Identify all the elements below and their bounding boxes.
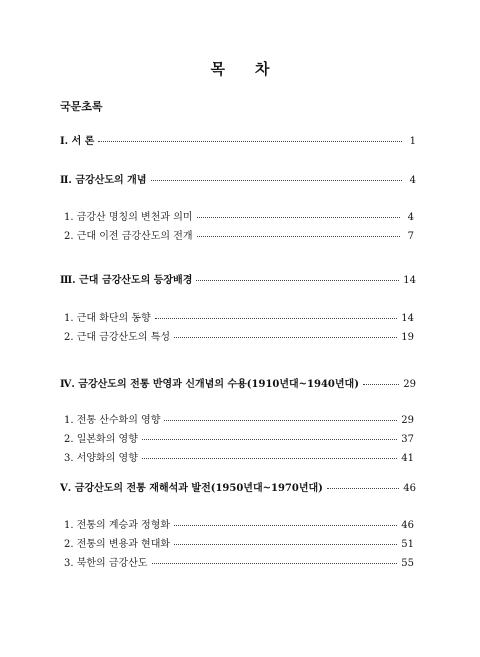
toc-entry-label: 2. 일본화의 영향 — [64, 434, 138, 445]
toc-entry-label: 3. 북한의 금강산도 — [64, 558, 148, 569]
dot-leader — [174, 337, 397, 338]
toc-section-row — [64, 554, 414, 569]
toc-entry-label: Ⅲ. 근대 금강산도의 등장배경 — [60, 275, 193, 286]
title-right: 차 — [255, 60, 270, 78]
toc-page-number: 14 — [401, 313, 414, 324]
dot-leader — [363, 384, 399, 385]
dot-leader — [98, 141, 402, 142]
dot-leader — [155, 318, 398, 319]
title-left: 목 — [210, 60, 225, 78]
toc-chapter-row — [60, 271, 416, 286]
dot-leader — [196, 280, 399, 281]
dot-leader — [142, 458, 397, 459]
abstract-heading: 국문초록 — [60, 100, 103, 113]
toc-page-number: 29 — [403, 379, 416, 390]
toc-entry-label: 1. 전통 산수화의 영향 — [64, 415, 161, 426]
toc-page-number: 4 — [407, 212, 414, 223]
toc-entry-label: Ⅳ. 금강산도의 전통 반영과 신개념의 수용(1910년대~1940년대) — [60, 379, 359, 390]
toc-page-number: 1 — [409, 136, 416, 147]
dot-leader — [151, 180, 403, 181]
toc-section-row — [64, 430, 414, 445]
toc-page-number: 37 — [401, 434, 414, 445]
dot-leader — [174, 544, 397, 545]
toc-entry-label: Ⅱ. 금강산도의 개념 — [60, 175, 147, 186]
toc-page-number: 55 — [401, 558, 414, 569]
toc-section-row — [64, 449, 414, 464]
toc-entry-label: 1. 근대 화단의 동향 — [64, 313, 151, 324]
dot-leader — [174, 525, 397, 526]
toc-page-number: 7 — [407, 231, 414, 242]
toc-page-number: 41 — [401, 453, 414, 464]
toc-section-row — [64, 328, 414, 343]
toc-entry-label: 1. 전통의 계승과 정형화 — [64, 520, 171, 531]
toc-entry-label: 3. 서양화의 영향 — [64, 453, 138, 464]
toc-section-row — [64, 535, 414, 550]
dot-leader — [197, 217, 400, 218]
toc-section-row — [64, 208, 414, 223]
toc-page-number: 14 — [403, 275, 416, 286]
toc-page-number: 46 — [403, 483, 416, 494]
page-title — [0, 58, 480, 79]
toc-entry-label: Ⅴ. 금강산도의 전통 재해석과 발전(1950년대~1970년대) — [60, 483, 323, 494]
dot-leader — [152, 563, 398, 564]
toc-page-number: 29 — [401, 415, 414, 426]
toc-entry-label: 2. 전통의 변용과 현대화 — [64, 539, 171, 550]
toc-section-row — [64, 309, 414, 324]
toc-entry-label: 2. 근대 이전 금강산도의 전개 — [64, 231, 193, 242]
toc-entry-label: 1. 금강산 명칭의 변천과 의미 — [64, 212, 193, 223]
dot-leader — [164, 420, 397, 421]
toc-section-row — [64, 411, 414, 426]
toc-page-number: 4 — [409, 175, 416, 186]
toc-chapter-row — [60, 479, 416, 494]
toc-page-number: 19 — [401, 332, 414, 343]
toc-entry-label: Ⅰ. 서 론 — [60, 136, 95, 147]
toc-page-number: 46 — [401, 520, 414, 531]
toc-page-number: 51 — [401, 539, 414, 550]
toc-chapter-row — [60, 132, 416, 147]
toc-chapter-row — [60, 171, 416, 186]
toc-section-row — [64, 227, 414, 242]
dot-leader — [142, 439, 397, 440]
toc-entry-label: 2. 근대 금강산도의 특성 — [64, 332, 171, 343]
toc-section-row — [64, 516, 414, 531]
toc-chapter-row — [60, 375, 416, 390]
dot-leader — [327, 488, 399, 489]
dot-leader — [197, 236, 400, 237]
